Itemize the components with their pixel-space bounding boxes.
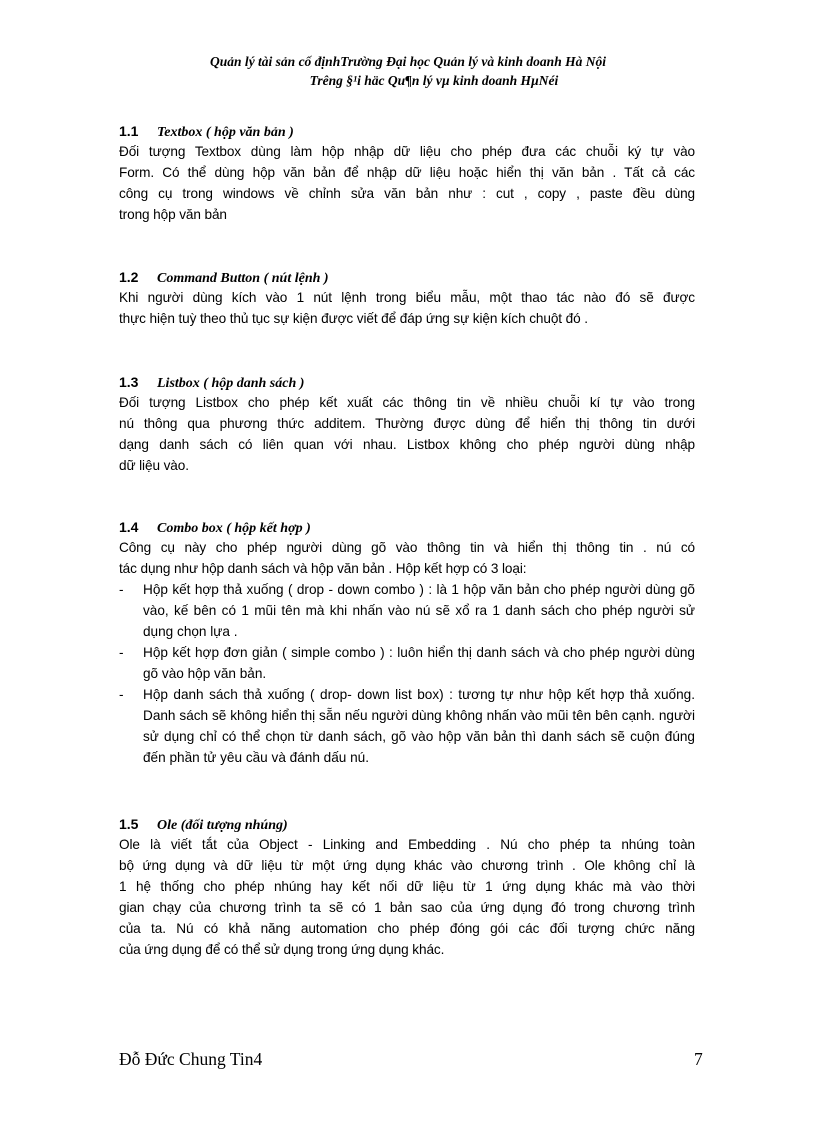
section-ole [119,814,695,960]
section-heading [119,267,695,287]
body-line: của ứng dụng để có thể sử dụng trong ứng dụng khác. [119,942,445,957]
list-item-text: Hộp danh sách thả xuống ( drop- down list box) : tương tự như hộp kết hợp thả xuống. Danh sách sẽ không hiển thị sẵn nếu người dùng không nhấn vào mũi tên bên cạnh. người sử dụng chỉ có thể chọn từ danh sách, gõ vào hộp văn bản thì danh sách sẽ cuộn đúng đến phần tử yêu cầu và đánh dấu nú. [143,687,695,765]
section-number: 1.5 [119,816,139,832]
body-line: Đối tượng Textbox dùng làm hộp nhập dữ liệu cho phép đưa các chuỗi ký tự vào [119,144,695,159]
bullet-marker: - [119,687,124,702]
body-line: trong hộp văn bản [119,207,227,222]
section-heading [119,372,695,392]
section-heading [119,814,695,834]
section-number: 1.4 [119,519,139,535]
section-body [119,537,695,579]
section-command-button [119,267,695,329]
section-heading [119,517,695,537]
section-body [119,141,695,225]
list-item [119,579,695,642]
body-line: Ole là viết tắt của Object - Linking and Embedding . Nú cho phép ta nhúng toàn [119,837,695,852]
body-line: công cụ trong windows về chỉnh sửa văn bản như : cut , copy , paste đều dùng [119,186,695,201]
section-body [119,834,695,960]
body-line: dạng danh sách có liên quan với nhau. Listbox không cho phép người dùng nhập [119,437,695,452]
body-line: Form. Có thể dùng hộp văn bản để nhập dữ liệu hoặc hiển thị văn bản . Tất cả các [119,165,695,180]
bullet-marker: - [119,582,124,597]
bullet-marker: - [119,645,124,660]
section-listbox [119,372,695,476]
section-title: Ole (đối tượng nhúng) [157,818,288,833]
page-number: 7 [694,1049,703,1069]
list-item-text: Hộp kết hợp thả xuống ( drop - down combo ) : là 1 hộp văn bản cho phép người dùng gõ vào, kế bên có 1 mũi tên mà khi nhấn vào nú sẽ xổ ra 1 danh sách cho phép người sử dụng chọn lựa . [143,582,695,639]
section-title: Combo box ( hộp kết hợp ) [157,521,311,536]
body-line: Đối tượng Listbox cho phép kết xuất các thông tin về nhiều chuỗi kí tự vào trong [119,395,695,410]
section-heading [119,121,695,141]
section-number: 1.1 [119,123,139,139]
section-body [119,287,695,329]
body-line: gian chạy của chương trình ta sẽ có 1 bản sao của ứng dụng đó trong chương trình [119,900,695,915]
body-line: Khi người dùng kích vào 1 nút lệnh trong biểu mẫu, một thao tác nào đó sẽ được [119,290,695,305]
list-item [119,642,695,684]
body-line: tác dụng như hộp danh sách và hộp văn bản . Hộp kết hợp có 3 loại: [119,561,527,576]
body-line: 1 hệ thống cho phép nhúng hay kết nối dữ liệu từ 1 ứng dụng khác mà vào thời [119,879,695,894]
section-title: Listbox ( hộp danh sách ) [157,376,305,391]
section-textbox [119,121,695,225]
list-item-text: Hộp kết hợp đơn giản ( simple combo ) : luôn hiển thị danh sách và cho phép người dùng gõ vào hộp văn bản. [143,645,695,681]
header-line-2: Trêng §¹i häc Qu¶n lý vµ kinh doanh HµNéi [309,73,559,88]
combo-types-list [119,579,695,768]
body-line: Công cụ này cho phép người dùng gõ vào thông tin và hiển thị thông tin . nú có [119,540,695,555]
body-line: bộ ứng dụng và dữ liệu từ một ứng dụng khác vào chương trình . Ole không chỉ là [119,858,695,873]
section-combo-box [119,517,695,768]
body-line: dữ liệu vào. [119,458,189,473]
section-title: Command Button ( nút lệnh ) [157,271,329,286]
section-body [119,392,695,476]
body-line: nú thông qua phương thức additem. Thường được dùng để hiển thị thông tin dưới [119,416,695,431]
body-line: của ta. Nú có khả năng automation cho phép đóng gói các đối tượng chức năng [119,921,695,936]
section-title: Textbox ( hộp văn bản ) [157,125,294,140]
page-header [0,52,816,90]
body-line: thực hiện tuỳ theo thủ tục sự kiện được viết để đáp ứng sự kiện kích chuột đó . [119,311,588,326]
footer-author: Đỗ Đức Chung Tin4 [119,1049,263,1069]
header-line-1: Quản lý tài sản cố địnhTrường Đại học Quản lý và kinh doanh Hà Nội [210,54,606,69]
section-number: 1.3 [119,374,139,390]
list-item [119,684,695,768]
section-number: 1.2 [119,269,139,285]
